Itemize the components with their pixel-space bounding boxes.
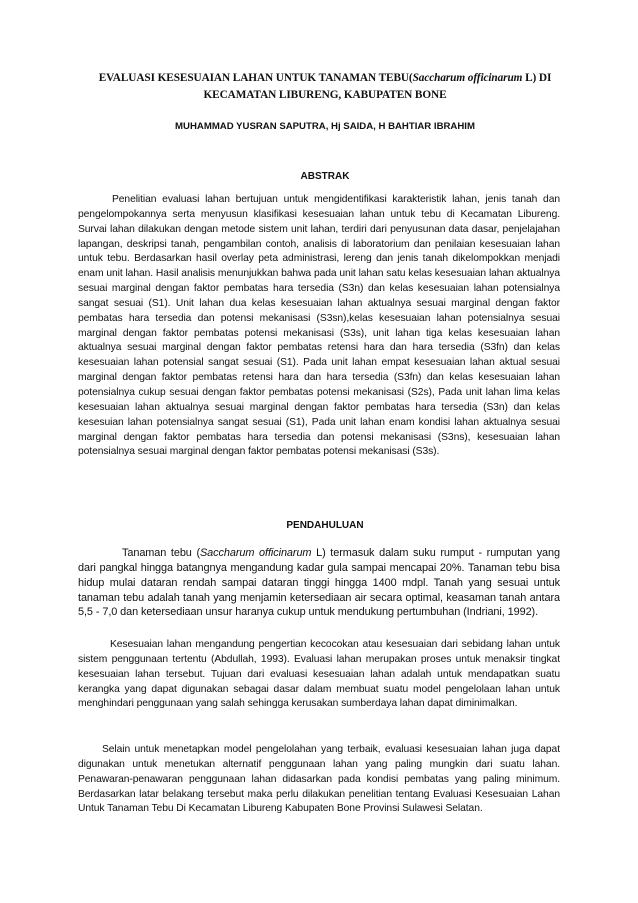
paper-title: [76, 70, 574, 104]
author-list: MUHAMMAD YUSRAN SAPUTRA, Hj SAIDA, H BAHTIAR IBRAHIM: [175, 121, 475, 132]
title-line-1: [76, 70, 574, 87]
title-scientific-name: Saccharum officinarum: [412, 72, 523, 84]
abstract-heading: ABSTRAK: [300, 171, 350, 182]
intro-p1-end: L) termasuk dalam suku rumput - rumputan yang dari pangkal hingga batangnya mengandung kadar gula sampai mencapai 20%. Tanaman tebu bisa hidup mulai dataran rendah sampai dataran tinggi hingga 1400 mdpl. Tanah yang sesuai untuk tanaman tebu adalah tanah yang menjamin ketersediaan air secara optimal, keasaman tanah antara 5,5 - 7,0 dan ketersediaan unsur haranya cukup untuk mendukung pertumbuhan (Indriani, 1992).: [78, 547, 560, 619]
intro-scientific-name: Saccharum officinarum: [200, 547, 312, 559]
intro-paragraph-1: [78, 546, 560, 620]
abstract-text: Penelitian evaluasi lahan bertujuan untuk mengidentifikasi karakteristik lahan, jenis tanah dan pengelompokannya serta menyusun klasifikasi kesesuaian lahan untuk tebu di Kecamatan Libureng. Survai lahan dilakukan dengan metode sistem unit lahan, terdiri dari penyusunan data dasar, penjelajahan lapangan, deskripsi tanah, pengambilan contoh, analisis di laboratorium dan penilaian kesesuaian lahan untuk tebu. Berdasarkan hasil overlay peta administrasi, lereng dan jenis tanah dikelompokkan menjadi enam unit lahan. Hasil analisis menunjukkan bahwa pada unit lahan satu kelas kesesuaian lahan aktualnya sesuai marginal dengan faktor pembatas hara tersedia (S3n) dan kelas kesesuaian lahan potensialnya sangat sesuai (S1). Unit lahan dua kelas kesesuaian lahan aktualnya sesuai marginal dengan faktor pembatas hara tersedia dan potensi mekanisasi (S3sn),kelas kesesuaian lahan potensialnya sesuai marginal dengan faktor pembatas potensi mekanisasi (S3s), unit lahan tiga kelas kesesuaian lahan aktualnya sesuai marginal dengan faktor pembatas retensi hara dan hara tersedia (S3fn) dan kelas kesesuaian lahan potensial sangat sesuai (S1). Pada unit lahan empat kesesuaian lahan aktual sesuai marginal dengan faktor pembatas retensi hara dan hara tersedia (S3fn) dan kelas kesesuaian lahan potensialnya cukup sesuai dengan faktor pembatas potensi mekanisasi (S2s), Pada unit lahan lima kelas kesesuaian lahan aktualnya sesuai marginal dengan faktor pembatas hara tersedia (S3n) dan kelas kesesuian lahan potensialnya sangat sesuai (S1), Pada unit lahan enam kondisi lahan aktualnya sesuai marginal dengan faktor pembatas hara tersedia dan potensi mekanisasi (S3ns), kesesuaian lahan potensialnya sesuai marginal dengan faktor pembatas potensi mekanisasi (S3s).: [78, 194, 560, 458]
introduction-heading: PENDAHULUAN: [286, 520, 364, 531]
title-line-1-start: EVALUASI KESESUAIAN LAHAN UNTUK TANAMAN TEBU(: [98, 72, 413, 84]
intro-paragraph-2: Kesesuaian lahan mengandung pengertian kecocokan atau kesesuaian dari sebidang lahan untuk sistem penggunaan tertentu (Abdullah, 1993). Evaluasi lahan merupakan proses untuk menaksir tingkat kesesuaian lahan tersebut. Tujuan dari evaluasi kesesuaian lahan adalah untuk mendapatkan suatu kerangka yang dapat digunakan sebagai dasar dalam membuat suatu model pengelolaan lahan untuk menghindari penggunaan yang salah sehingga kerusakan sumberdaya lahan dapat diminimalkan.: [78, 639, 560, 710]
title-line-2: KECAMATAN LIBURENG, KABUPATEN BONE: [203, 89, 447, 101]
intro-p1-start: Tanaman tebu (: [122, 547, 200, 559]
intro-paragraph-3: Selain untuk menetapkan model pengelolahan yang terbaik, evaluasi kesesuaian lahan juga dapat digunakan untuk menetukan alternatif penggunaan lahan yang paling mungkin dari suatu lahan. Penawaran-penawaran penggunaan lahan didasarkan pada kondisi pembatas yang paling minimum. Berdasarkan latar belakang tersebut maka perlu dilakukan penelitian tentang Evaluasi Kesesuaian Lahan Untuk Tanaman Tebu Di Kecamatan Libureng Kabupaten Bone Provinsi Sulawesi Selatan.: [78, 744, 560, 815]
title-line-1-end: L) DI: [522, 72, 552, 84]
